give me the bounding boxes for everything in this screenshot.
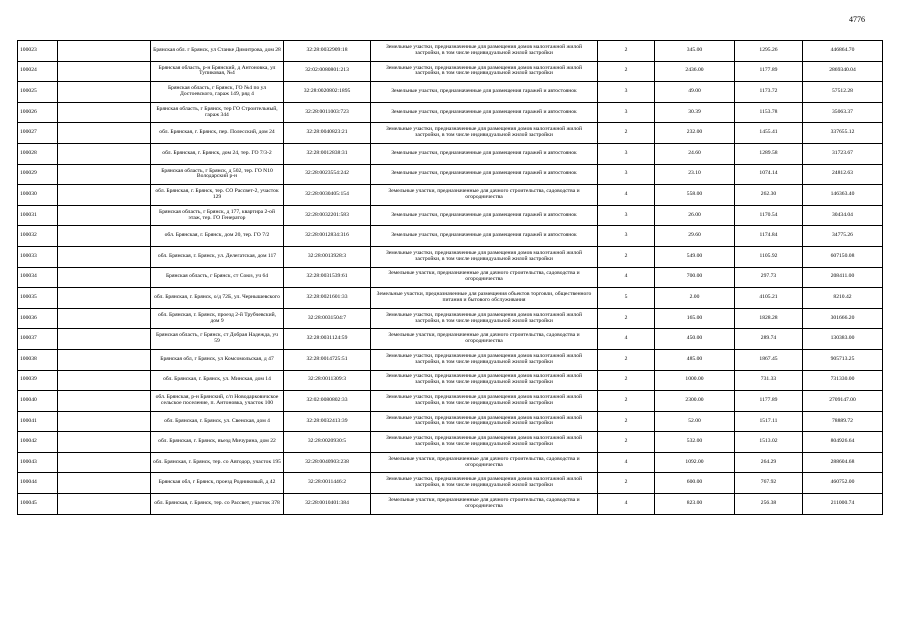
cadastral-value-cell: 208411.00	[803, 267, 883, 288]
land-use-cell: Земельные участки, предназначенные для размещения домов малоэтажной жилой застройки, в том числе индивидуальной жилой застройки	[371, 349, 598, 370]
address-cell: обл. Брянская, р-н Брянский, с/п Новодарковичское сельское поселение, п. Антоновка, участок 100	[151, 391, 284, 412]
category-cell: 3	[598, 82, 655, 103]
address-cell: обл. Брянская, г. Брянск, ул. Свенская, дом 4	[151, 411, 284, 432]
table-row	[18, 370, 883, 391]
address-cell: обл. Брянская, г. Брянск, дом 20, тер. ГО 7/2	[151, 226, 284, 247]
record-id-cell: 100031	[18, 205, 58, 226]
blank-cell	[58, 473, 151, 494]
address-cell: обл. Брянская, г. Брянск, въезд Мичурина, дом 22	[151, 432, 284, 453]
specific-value-cell: 289.74	[735, 329, 803, 350]
record-id-cell: 100044	[18, 473, 58, 494]
cadastral-number-cell: 32:28:0032909:18	[284, 41, 371, 62]
cadastral-number-cell: 32:28:0031504:7	[284, 308, 371, 329]
area-cell: 24.60	[655, 143, 735, 164]
area-cell: 532.00	[655, 432, 735, 453]
specific-value-cell: 4105.21	[735, 288, 803, 309]
table-row	[18, 349, 883, 370]
land-use-cell: Земельные участки, предназначенные для размещения домов малоэтажной жилой застройки, в том числе индивидуальной жилой застройки	[371, 246, 598, 267]
record-id-cell: 100032	[18, 226, 58, 247]
table-row	[18, 164, 883, 185]
cadastral-number-cell: 32:28:0020930:5	[284, 432, 371, 453]
specific-value-cell: 1074.14	[735, 164, 803, 185]
category-cell: 3	[598, 143, 655, 164]
record-id-cell: 100028	[18, 143, 58, 164]
blank-cell	[58, 61, 151, 82]
cadastral-number-cell: 32:28:0040823:21	[284, 123, 371, 144]
land-use-cell: Земельные участки, предназначенные для дачного строительства, садоводства и огородничества	[371, 329, 598, 350]
record-id-cell: 100024	[18, 61, 58, 82]
cadastral-value-cell: 31723.67	[803, 143, 883, 164]
cadastral-number-cell: 32:28:0011446:2	[284, 473, 371, 494]
area-cell: 2300.00	[655, 391, 735, 412]
area-cell: 2.00	[655, 288, 735, 309]
specific-value-cell: 1828.28	[735, 308, 803, 329]
blank-cell	[58, 391, 151, 412]
table-row	[18, 185, 883, 206]
table-row	[18, 391, 883, 412]
area-cell: 485.00	[655, 349, 735, 370]
specific-value-cell: 1289.58	[735, 143, 803, 164]
table-row	[18, 226, 883, 247]
land-use-cell: Земельные участки, предназначенные для размещения домов малоэтажной жилой застройки, в том числе индивидуальной жилой застройки	[371, 123, 598, 144]
table-row	[18, 432, 883, 453]
land-use-cell: Земельные участки, предназначенные для дачного строительства, садоводства и огородничества	[371, 494, 598, 515]
page-number: 4776	[849, 15, 865, 24]
table-row	[18, 267, 883, 288]
area-cell: 165.00	[655, 308, 735, 329]
table-row	[18, 102, 883, 123]
blank-cell	[58, 82, 151, 103]
record-id-cell: 100038	[18, 349, 58, 370]
area-cell: 1092.00	[655, 452, 735, 473]
table-row	[18, 82, 883, 103]
specific-value-cell: 1513.02	[735, 432, 803, 453]
category-cell: 2	[598, 308, 655, 329]
category-cell: 2	[598, 432, 655, 453]
land-use-cell: Земельные участки, предназначенные для размещения домов малоэтажной жилой застройки, в том числе индивидуальной жилой застройки	[371, 411, 598, 432]
blank-cell	[58, 143, 151, 164]
specific-value-cell: 1177.89	[735, 61, 803, 82]
cadastral-value-cell: 446864.70	[803, 41, 883, 62]
address-cell: обл. Брянская, г. Брянск, тер. со Автодор, участок 195	[151, 452, 284, 473]
blank-cell	[58, 267, 151, 288]
record-id-cell: 100045	[18, 494, 58, 515]
blank-cell	[58, 102, 151, 123]
cadastral-value-cell: 337655.12	[803, 123, 883, 144]
land-use-cell: Земельные участки, предназначенные для размещения домов малоэтажной жилой застройки, в том числе индивидуальной жилой застройки	[371, 308, 598, 329]
land-use-cell: Земельные участки, предназначенные для дачного строительства, садоводства и огородничества	[371, 267, 598, 288]
table-row	[18, 288, 883, 309]
cadastral-number-cell: 32:28:0030405:154	[284, 185, 371, 206]
category-cell: 2	[598, 370, 655, 391]
cadastral-number-cell: 32:28:0010401:384	[284, 494, 371, 515]
specific-value-cell: 297.73	[735, 267, 803, 288]
address-cell: Брянская обл, г Брянск, ул Комсомольская, д 47	[151, 349, 284, 370]
cadastral-value-cell: 211000.74	[803, 494, 883, 515]
category-cell: 2	[598, 123, 655, 144]
blank-cell	[58, 205, 151, 226]
area-cell: 49.00	[655, 82, 735, 103]
table-row	[18, 329, 883, 350]
land-use-cell: Земельные участки, предназначенные для размещения гаражей и автостоянок	[371, 164, 598, 185]
address-cell: Брянская область, г Брянск, д 177, квартира 2-ой этаж, тер. ГО Генератор	[151, 205, 284, 226]
address-cell: Брянская область, г Брянск, ст Союз, уч 64	[151, 267, 284, 288]
record-id-cell: 100040	[18, 391, 58, 412]
cadastral-number-cell: 32:28:0032413:39	[284, 411, 371, 432]
land-use-cell: Земельные участки, предназначенные для размещения домов малоэтажной жилой застройки, в том числе индивидуальной жилой застройки	[371, 370, 598, 391]
category-cell: 2	[598, 41, 655, 62]
cadastral-number-cell: 32:28:0031539:61	[284, 267, 371, 288]
address-cell: Брянская обл. г Брянск, ул Станке Димитрова, дом 28	[151, 41, 284, 62]
record-id-cell: 100043	[18, 452, 58, 473]
table-row	[18, 143, 883, 164]
specific-value-cell: 1173.72	[735, 82, 803, 103]
specific-value-cell: 1177.89	[735, 391, 803, 412]
cadastral-number-cell: 32:28:0032201:583	[284, 205, 371, 226]
land-use-cell: Земельные участки, предназначенные для размещения гаражей и автостоянок	[371, 226, 598, 247]
cadastral-value-cell: 301666.20	[803, 308, 883, 329]
blank-cell	[58, 164, 151, 185]
land-use-cell: Земельные участки, предназначенные для размещения домов малоэтажной жилой застройки, в том числе индивидуальной жилой застройки	[371, 61, 598, 82]
cadastral-value-cell: 8210.42	[803, 288, 883, 309]
land-use-cell: Земельные участки, предназначенные для размещения домов малоэтажной жилой застройки, в том числе индивидуальной жилой застройки	[371, 432, 598, 453]
specific-value-cell: 1455.41	[735, 123, 803, 144]
cadastral-value-cell: 460752.00	[803, 473, 883, 494]
table-row	[18, 494, 883, 515]
category-cell: 4	[598, 329, 655, 350]
land-use-cell: Земельные участки, предназначенные для размещения гаражей и автостоянок	[371, 102, 598, 123]
land-use-cell: Земельные участки, предназначенные для размещения домов малоэтажной жилой застройки, в том числе индивидуальной жилой застройки	[371, 41, 598, 62]
cadastral-value-cell: 804926.64	[803, 432, 883, 453]
cadastral-value-cell: 146363.40	[803, 185, 883, 206]
blank-cell	[58, 452, 151, 473]
cadastral-number-cell: 32:28:0020802:1895	[284, 82, 371, 103]
table-row	[18, 411, 883, 432]
land-use-cell: Земельные участки, предназначенные для размещения гаражей и автостоянок	[371, 205, 598, 226]
specific-value-cell: 1153.78	[735, 102, 803, 123]
cadastral-value-cell: 130383.00	[803, 329, 883, 350]
category-cell: 4	[598, 267, 655, 288]
address-cell: Брянская область, г Брянск, д 502, тер. ГО N10 Володарский р-н	[151, 164, 284, 185]
record-id-cell: 100036	[18, 308, 58, 329]
blank-cell	[58, 41, 151, 62]
area-cell: 700.00	[655, 267, 735, 288]
address-cell: обл. Брянская, г. Брянск, дом 24, тер. ГО 7/3-2	[151, 143, 284, 164]
category-cell: 5	[598, 288, 655, 309]
specific-value-cell: 264.29	[735, 452, 803, 473]
cadastral-value-cell: 607150.08	[803, 246, 883, 267]
table-row	[18, 41, 883, 62]
address-cell: Брянская область, р-н Брянский, д Антоновка, ул Тупиковая, №4	[151, 61, 284, 82]
specific-value-cell: 1295.26	[735, 41, 803, 62]
area-cell: 600.00	[655, 473, 735, 494]
blank-cell	[58, 349, 151, 370]
specific-value-cell: 767.92	[735, 473, 803, 494]
area-cell: 29.60	[655, 226, 735, 247]
record-id-cell: 100027	[18, 123, 58, 144]
category-cell: 2	[598, 411, 655, 432]
address-cell: обл. Брянская, г. Брянск, ул. Делегатская, дом 117	[151, 246, 284, 267]
cadastral-value-cell: 2869340.04	[803, 61, 883, 82]
cadastral-number-cell: 32:28:0040903:238	[284, 452, 371, 473]
blank-cell	[58, 432, 151, 453]
record-id-cell: 100042	[18, 432, 58, 453]
record-id-cell: 100035	[18, 288, 58, 309]
land-use-cell: Земельные участки, предназначенные для дачного строительства, садоводства и огородничества	[371, 452, 598, 473]
category-cell: 4	[598, 185, 655, 206]
record-id-cell: 100023	[18, 41, 58, 62]
specific-value-cell: 1105.92	[735, 246, 803, 267]
record-id-cell: 100039	[18, 370, 58, 391]
cadastral-value-cell: 57512.28	[803, 82, 883, 103]
area-cell: 2436.00	[655, 61, 735, 82]
category-cell: 2	[598, 61, 655, 82]
record-id-cell: 100025	[18, 82, 58, 103]
cadastral-value-cell: 905713.25	[803, 349, 883, 370]
cadastral-number-cell: 32:02:0080801:213	[284, 61, 371, 82]
blank-cell	[58, 494, 151, 515]
category-cell: 3	[598, 102, 655, 123]
land-use-cell: Земельные участки, предназначенные для дачного строительства, садоводства и огородничества	[371, 185, 598, 206]
cadastral-number-cell: 32:28:0023554:242	[284, 164, 371, 185]
address-cell: обл. Брянская, г. Брянск, пер. Полесский, дом 24	[151, 123, 284, 144]
area-cell: 823.00	[655, 494, 735, 515]
blank-cell	[58, 370, 151, 391]
cadastral-value-cell: 731330.00	[803, 370, 883, 391]
cadastral-number-cell: 32:28:0031124:59	[284, 329, 371, 350]
address-cell: обл. Брянская, г. Брянск, о/д 72Б, ул. Чернышевского	[151, 288, 284, 309]
category-cell: 3	[598, 226, 655, 247]
record-id-cell: 100033	[18, 246, 58, 267]
cadastral-value-cell: 34775.26	[803, 226, 883, 247]
category-cell: 4	[598, 452, 655, 473]
cadastral-number-cell: 32:28:0013928:3	[284, 246, 371, 267]
table-row	[18, 61, 883, 82]
table-row	[18, 452, 883, 473]
specific-value-cell: 1867.45	[735, 349, 803, 370]
blank-cell	[58, 185, 151, 206]
record-id-cell: 100029	[18, 164, 58, 185]
specific-value-cell: 731.33	[735, 370, 803, 391]
blank-cell	[58, 123, 151, 144]
area-cell: 558.00	[655, 185, 735, 206]
area-cell: 30.39	[655, 102, 735, 123]
table-row	[18, 473, 883, 494]
area-cell: 23.10	[655, 164, 735, 185]
cadastral-value-cell: 78889.72	[803, 411, 883, 432]
area-cell: 1000.00	[655, 370, 735, 391]
table-row	[18, 246, 883, 267]
record-id-cell: 100037	[18, 329, 58, 350]
address-cell: Брянская обл, г Брянск, проезд Родниковый, д 42	[151, 473, 284, 494]
specific-value-cell: 1517.11	[735, 411, 803, 432]
cadastral-number-cell: 32:28:0014725:51	[284, 349, 371, 370]
record-id-cell: 100041	[18, 411, 58, 432]
address-cell: Брянская область, г Брянск, тер ГО Строительный, гараж 344	[151, 102, 284, 123]
blank-cell	[58, 411, 151, 432]
cadastral-value-cell: 35063.37	[803, 102, 883, 123]
cadastral-value-cell: 288604.68	[803, 452, 883, 473]
address-cell: обл. Брянская, г. Брянск, ул. Минская, дом 14	[151, 370, 284, 391]
specific-value-cell: 1174.84	[735, 226, 803, 247]
land-use-cell: Земельные участки, предназначенные для размещения домов малоэтажной жилой застройки, в том числе индивидуальной жилой застройки	[371, 473, 598, 494]
blank-cell	[58, 329, 151, 350]
land-use-cell: Земельные участки, предназначенные для размещения объектов торговли, общественного питания и бытового обслуживания	[371, 288, 598, 309]
cadastral-number-cell: 32:02:0080802:33	[284, 391, 371, 412]
area-cell: 450.00	[655, 329, 735, 350]
cadastral-number-cell: 32:28:0011309:3	[284, 370, 371, 391]
specific-value-cell: 262.30	[735, 185, 803, 206]
address-cell: обл. Брянская, г. Брянск, проезд 2-й Трубчевский, дом 9	[151, 308, 284, 329]
category-cell: 2	[598, 473, 655, 494]
category-cell: 2	[598, 246, 655, 267]
blank-cell	[58, 288, 151, 309]
table-row	[18, 308, 883, 329]
category-cell: 2	[598, 349, 655, 370]
cadastral-value-cell: 24812.63	[803, 164, 883, 185]
category-cell: 2	[598, 391, 655, 412]
area-cell: 232.00	[655, 123, 735, 144]
address-cell: обл. Брянская, г. Брянск, тер. со Рассвет, участок 378	[151, 494, 284, 515]
area-cell: 345.00	[655, 41, 735, 62]
specific-value-cell: 1170.54	[735, 205, 803, 226]
table-row	[18, 205, 883, 226]
blank-cell	[58, 246, 151, 267]
land-use-cell: Земельные участки, предназначенные для размещения гаражей и автостоянок	[371, 82, 598, 103]
blank-cell	[58, 308, 151, 329]
address-cell: Брянская область, г Брянск, ГО №4 по ул Достоевского, гараж 149, ряд 4	[151, 82, 284, 103]
cadastral-number-cell: 32:28:0021601:33	[284, 288, 371, 309]
land-registry-table	[17, 40, 883, 515]
address-cell: обл. Брянская, г. Брянск, тер. СО Рассвет-2, участок 129	[151, 185, 284, 206]
record-id-cell: 100034	[18, 267, 58, 288]
cadastral-value-cell: 30434.04	[803, 205, 883, 226]
category-cell: 4	[598, 494, 655, 515]
record-id-cell: 100026	[18, 102, 58, 123]
table-body	[18, 41, 883, 515]
area-cell: 26.00	[655, 205, 735, 226]
land-use-cell: Земельные участки, предназначенные для размещения гаражей и автостоянок	[371, 143, 598, 164]
record-id-cell: 100030	[18, 185, 58, 206]
cadastral-number-cell: 32:28:0012834:316	[284, 226, 371, 247]
cadastral-value-cell: 2709147.00	[803, 391, 883, 412]
category-cell: 3	[598, 205, 655, 226]
area-cell: 549.00	[655, 246, 735, 267]
cadastral-number-cell: 32:28:0011003:723	[284, 102, 371, 123]
blank-cell	[58, 226, 151, 247]
address-cell: Брянская область, г Брянск, ст Добрая Надежда, уч 59	[151, 329, 284, 350]
cadastral-number-cell: 32:28:0012838:31	[284, 143, 371, 164]
category-cell: 3	[598, 164, 655, 185]
specific-value-cell: 256.38	[735, 494, 803, 515]
area-cell: 52.00	[655, 411, 735, 432]
land-use-cell: Земельные участки, предназначенные для размещения домов малоэтажной жилой застройки, в том числе индивидуальной жилой застройки	[371, 391, 598, 412]
table-row	[18, 123, 883, 144]
